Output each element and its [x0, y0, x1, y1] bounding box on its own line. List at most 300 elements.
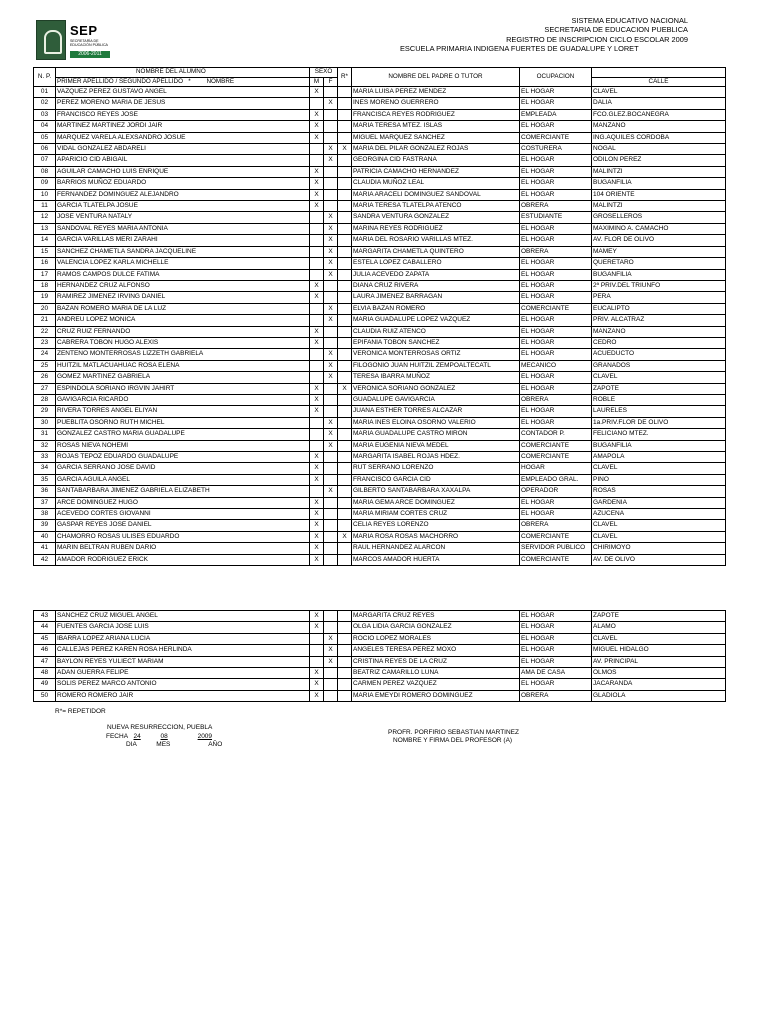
- cell-repetidor: [338, 121, 352, 132]
- cell-sex-f: [324, 201, 338, 212]
- cell-occupation: EL HOGAR: [520, 337, 592, 348]
- cell-np: 01: [34, 87, 56, 98]
- asterisk-label: *: [188, 77, 191, 85]
- table-row: [34, 292, 726, 303]
- cell-occupation: EL HOGAR: [520, 372, 592, 383]
- cell-address: JACARANDA: [592, 679, 726, 690]
- cell-repetidor: [338, 315, 352, 326]
- cell-sex-f: X: [324, 360, 338, 371]
- cell-address: BUGANFILIA: [592, 178, 726, 189]
- cell-sex-f: [324, 622, 338, 633]
- cell-np: 40: [34, 531, 56, 542]
- cell-np: 12: [34, 212, 56, 223]
- cell-sex-m: [310, 223, 324, 234]
- logo-subtitle: SECRETARÍA DE EDUCACIÓN PÚBLICA: [70, 39, 108, 48]
- cell-parent: CLAUDIA RUIZ ATENCO: [352, 326, 520, 337]
- cell-address: CLAVEL: [592, 531, 726, 542]
- cell-occupation: OBRERA: [520, 690, 592, 701]
- cell-address: ACUEDUCTO: [592, 349, 726, 360]
- cell-occupation: EL HOGAR: [520, 292, 592, 303]
- cell-sex-f: [324, 383, 338, 394]
- cell-sex-f: X: [324, 429, 338, 440]
- cell-student: ADAN GUERRA FELIPE: [56, 668, 310, 679]
- cell-sex-m: X: [310, 383, 324, 394]
- cell-address: ODILON PEREZ: [592, 155, 726, 166]
- cell-sex-m: X: [310, 394, 324, 405]
- cell-address: CLAVEL: [592, 520, 726, 531]
- cell-student: GARCIA AGUILA ANGEL: [56, 474, 310, 485]
- cell-repetidor: [338, 554, 352, 565]
- cell-student: PUEBLITA OSORNO RUTH MICHEL: [56, 417, 310, 428]
- cell-address: NOGAL: [592, 144, 726, 155]
- cell-address: FCO.GLEZ.BOCANEGRA: [592, 109, 726, 120]
- cell-occupation: HOGAR: [520, 463, 592, 474]
- logo-years: 2006-2011: [70, 51, 110, 58]
- table-row: [34, 132, 726, 143]
- cell-occupation: EL HOGAR: [520, 633, 592, 644]
- cell-np: 29: [34, 406, 56, 417]
- col-header-sexo: SEXO: [310, 68, 338, 78]
- cell-repetidor: [338, 303, 352, 314]
- cell-occupation: EL HOGAR: [520, 121, 592, 132]
- cell-address: EUCALIPTO: [592, 303, 726, 314]
- cell-student: GOMEZ MARTINEZ GABRIELA: [56, 372, 310, 383]
- cell-address: AV. DE OLIVO: [592, 554, 726, 565]
- cell-np: 28: [34, 394, 56, 405]
- cell-sex-m: X: [310, 509, 324, 520]
- table-row: [34, 611, 726, 622]
- cell-np: 49: [34, 679, 56, 690]
- cell-parent: MARGARITA CHAMETLA QUINTERO: [352, 246, 520, 257]
- cell-address: MAXIMINO A. CAMACHO: [592, 223, 726, 234]
- cell-sex-m: X: [310, 132, 324, 143]
- cell-repetidor: [338, 258, 352, 269]
- cell-sex-m: X: [310, 292, 324, 303]
- table-row: [34, 269, 726, 280]
- day-caption: DIA: [126, 741, 137, 748]
- cell-parent: MARGARITA CRUZ REYES: [352, 611, 520, 622]
- cell-np: 35: [34, 474, 56, 485]
- table-row: [34, 372, 726, 383]
- second-surname-label: SEGUNDO APELLIDO: [118, 77, 183, 85]
- cell-sex-f: X: [324, 258, 338, 269]
- cell-address: MAMEY: [592, 246, 726, 257]
- table-row: [34, 258, 726, 269]
- teacher-name: PROFR. PORFIRIO SEBASTIAN MARTINEZ: [388, 729, 519, 736]
- cell-sex-m: [310, 633, 324, 644]
- table-row: [34, 201, 726, 212]
- cell-student: BAZAN ROMERO MARIA DE LA LUZ: [56, 303, 310, 314]
- cell-np: 05: [34, 132, 56, 143]
- cell-parent: MARIA ARACELI DOMINGUEZ SANDOVAL: [352, 189, 520, 200]
- table-row: [34, 166, 726, 177]
- header-line: REGISTRO DE INSCRIPCION CICLO ESCOLAR 2009: [506, 34, 688, 44]
- cell-student: HERNANDEZ CRUZ ALFONSO: [56, 280, 310, 291]
- header-line: SECRETARIA DE EDUCACION PUEBLICA: [544, 25, 688, 35]
- cell-repetidor: [338, 155, 352, 166]
- cell-address: GROSELLEROS: [592, 212, 726, 223]
- cell-student: CHAMORRO ROSAS ULISES EDUARDO: [56, 531, 310, 542]
- cell-address: PINO: [592, 474, 726, 485]
- cell-sex-f: [324, 543, 338, 554]
- cell-sex-m: X: [310, 189, 324, 200]
- cell-sex-f: [324, 452, 338, 463]
- cell-parent: VERONICA SORIANO GONZALEZ: [352, 383, 520, 394]
- cell-address: DALIA: [592, 98, 726, 109]
- cell-student: BAYLON REYES YULIECT MARIAM: [56, 656, 310, 667]
- col-header-parent: NOMBRE DEL PADRE O TUTOR: [352, 68, 520, 87]
- cell-sex-m: [310, 349, 324, 360]
- cell-sex-f: [324, 406, 338, 417]
- cell-occupation: EL HOGAR: [520, 315, 592, 326]
- cell-address: CLAVEL: [592, 633, 726, 644]
- cell-sex-f: X: [324, 155, 338, 166]
- header-line: SISTEMA EDUCATIVO NACIONAL: [571, 16, 688, 25]
- cell-occupation: ESTUDIANTE: [520, 212, 592, 223]
- cell-np: 48: [34, 668, 56, 679]
- col-header-occupation: OCUPACION: [520, 68, 592, 87]
- cell-parent: OLGA LIDIA GARCIA GONZALEZ: [352, 622, 520, 633]
- cell-sex-f: [324, 611, 338, 622]
- cell-repetidor: [338, 656, 352, 667]
- table-row: [34, 656, 726, 667]
- cell-np: 23: [34, 337, 56, 348]
- cell-np: 11: [34, 201, 56, 212]
- cell-student: MARIN BELTRAN RUBEN DARIO: [56, 543, 310, 554]
- table-row: [34, 520, 726, 531]
- cell-student: ROSAS NIEVA NOHEMI: [56, 440, 310, 451]
- cell-sex-m: X: [310, 280, 324, 291]
- cell-sex-f: X: [324, 656, 338, 667]
- cell-sex-f: X: [324, 372, 338, 383]
- student-header-label: NOMBRE DEL ALUMNO: [136, 68, 206, 75]
- cell-address: CLAVEL: [592, 87, 726, 98]
- table-row: [34, 109, 726, 120]
- national-seal-icon: [36, 20, 66, 60]
- cell-sex-m: X: [310, 520, 324, 531]
- cell-sex-m: [310, 360, 324, 371]
- cell-sex-m: X: [310, 463, 324, 474]
- cell-sex-f: [324, 280, 338, 291]
- table-body: [34, 611, 726, 702]
- cell-repetidor: [338, 474, 352, 485]
- cell-parent: CARMEN PEREZ VAZQUEZ: [352, 679, 520, 690]
- cell-occupation: SERVIDOR PUBLICO: [520, 543, 592, 554]
- cell-sex-f: [324, 326, 338, 337]
- cell-sex-m: X: [310, 531, 324, 542]
- cell-address: AV. FLOR DE OLIVO: [592, 235, 726, 246]
- cell-parent: SANDRA VENTURA GONZALEZ: [352, 212, 520, 223]
- col-header-m: M: [310, 77, 324, 87]
- cell-address: CLAVEL: [592, 372, 726, 383]
- cell-repetidor: [338, 189, 352, 200]
- cell-student: FRANCISCO REYES JOSE: [56, 109, 310, 120]
- date-year: 2009: [197, 733, 213, 740]
- cell-repetidor: [338, 452, 352, 463]
- cell-parent: MARCOS AMADOR HUERTA: [352, 554, 520, 565]
- cell-sex-m: [310, 417, 324, 428]
- cell-repetidor: [338, 337, 352, 348]
- cell-repetidor: X: [338, 383, 352, 394]
- table-row: [34, 417, 726, 428]
- cell-parent: LAURA JIMENEZ BARRAGAN: [352, 292, 520, 303]
- table-row: [34, 440, 726, 451]
- cell-occupation: EL HOGAR: [520, 406, 592, 417]
- cell-occupation: EL HOGAR: [520, 178, 592, 189]
- cell-sex-f: [324, 189, 338, 200]
- cell-address: PRIV. ALCATRAZ: [592, 315, 726, 326]
- cell-occupation: EL HOGAR: [520, 383, 592, 394]
- cell-np: 38: [34, 509, 56, 520]
- cell-repetidor: [338, 668, 352, 679]
- given-name-label: NOMBRE: [206, 77, 235, 85]
- cell-np: 45: [34, 633, 56, 644]
- cell-sex-f: [324, 497, 338, 508]
- table-row: [34, 98, 726, 109]
- cell-parent: CRISTINA REYES DE LA CRUZ: [352, 656, 520, 667]
- cell-repetidor: [338, 212, 352, 223]
- cell-parent: RUT SERRANO LORENZO: [352, 463, 520, 474]
- table-row: [34, 622, 726, 633]
- col-header-repetidor: R*: [338, 68, 352, 87]
- cell-student: GAVIGARCIA RICARDO: [56, 394, 310, 405]
- cell-sex-f: X: [324, 440, 338, 451]
- cell-np: 50: [34, 690, 56, 701]
- table-row: [34, 497, 726, 508]
- header-row: [34, 68, 726, 78]
- date-line: [106, 733, 212, 741]
- cell-student: ROJAS TEPOZ EDUARDO GUADALUPE: [56, 452, 310, 463]
- cell-repetidor: [338, 543, 352, 554]
- cell-np: 21: [34, 315, 56, 326]
- cell-repetidor: [338, 269, 352, 280]
- cell-occupation: EL HOGAR: [520, 223, 592, 234]
- cell-address: ALAMO: [592, 622, 726, 633]
- cell-address: CHIRIMOYO: [592, 543, 726, 554]
- cell-parent: ROCIO LOPEZ MORALES: [352, 633, 520, 644]
- cell-sex-m: X: [310, 474, 324, 485]
- table-row: [34, 645, 726, 656]
- cell-np: 10: [34, 189, 56, 200]
- cell-parent: FRANCISCA REYES RODRIGUEZ: [352, 109, 520, 120]
- cell-parent: MARIA INES ELOINA OSORNO VALERIO: [352, 417, 520, 428]
- cell-student: FERNANDEZ DOMINGUEZ ALEJANDRO: [56, 189, 310, 200]
- cell-student: VALENCIA LOPEZ KARLA MICHELLE: [56, 258, 310, 269]
- cell-sex-m: [310, 269, 324, 280]
- cell-np: 08: [34, 166, 56, 177]
- table-row: [34, 452, 726, 463]
- cell-parent: MARIA TERESA MTEZ. ISLAS: [352, 121, 520, 132]
- cell-sex-m: X: [310, 166, 324, 177]
- cell-parent: MARIA GEMA ARCE DOMINGUEZ: [352, 497, 520, 508]
- cell-occupation: EL HOGAR: [520, 656, 592, 667]
- cell-sex-f: [324, 337, 338, 348]
- cell-sex-f: X: [324, 417, 338, 428]
- cell-occupation: EL HOGAR: [520, 611, 592, 622]
- cell-occupation: EL HOGAR: [520, 622, 592, 633]
- month-caption: MES: [156, 741, 171, 748]
- cell-np: 14: [34, 235, 56, 246]
- cell-np: 18: [34, 280, 56, 291]
- cell-address: AZUCENA: [592, 509, 726, 520]
- cell-sex-f: X: [324, 486, 338, 497]
- table-row: [34, 360, 726, 371]
- cell-sex-m: [310, 486, 324, 497]
- cell-sex-m: X: [310, 679, 324, 690]
- cell-parent: EPIFANIA TOBON SANCHEZ: [352, 337, 520, 348]
- cell-occupation: AMA DE CASA: [520, 668, 592, 679]
- cell-np: 33: [34, 452, 56, 463]
- cell-student: MARTINEZ MARTINEZ JORDI JAIR: [56, 121, 310, 132]
- cell-occupation: EL HOGAR: [520, 235, 592, 246]
- cell-occupation: COMERCIANTE: [520, 452, 592, 463]
- cell-sex-m: X: [310, 622, 324, 633]
- cell-np: 07: [34, 155, 56, 166]
- cell-address: CLAVEL: [592, 463, 726, 474]
- cell-repetidor: [338, 429, 352, 440]
- cell-occupation: EMPLEADO GRAL.: [520, 474, 592, 485]
- cell-occupation: EL HOGAR: [520, 509, 592, 520]
- cell-sex-m: [310, 440, 324, 451]
- cell-repetidor: [338, 463, 352, 474]
- cell-occupation: COMERCIANTE: [520, 132, 592, 143]
- cell-np: 15: [34, 246, 56, 257]
- cell-student: RAMIREZ JIMENEZ IRVING DANIEL: [56, 292, 310, 303]
- cell-parent: MARIA EMEYDI ROMERO DOMINGUEZ: [352, 690, 520, 701]
- cell-occupation: OBRERA: [520, 394, 592, 405]
- cell-parent: BEATRIZ CAMARILLO LUNA: [352, 668, 520, 679]
- table-row: [34, 189, 726, 200]
- cell-parent: CLAUDIA MUÑOZ LEAL: [352, 178, 520, 189]
- table-row: [34, 280, 726, 291]
- cell-parent: MARGARITA ISABEL ROJAS HDEZ.: [352, 452, 520, 463]
- cell-sex-m: [310, 246, 324, 257]
- cell-np: 03: [34, 109, 56, 120]
- cell-occupation: OBRERA: [520, 201, 592, 212]
- cell-repetidor: [338, 326, 352, 337]
- cell-parent: JULIA ACEVEDO ZAPATA: [352, 269, 520, 280]
- cell-occupation: OPERADOR: [520, 486, 592, 497]
- cell-np: 47: [34, 656, 56, 667]
- table-row: [34, 223, 726, 234]
- cell-sex-f: [324, 87, 338, 98]
- table-row: [34, 690, 726, 701]
- enrollment-table: [33, 67, 726, 566]
- cell-address: ING.AQUILES CORDOBA: [592, 132, 726, 143]
- col-header-np: N. P.: [34, 68, 56, 87]
- cell-sex-m: [310, 303, 324, 314]
- cell-repetidor: [338, 223, 352, 234]
- cell-repetidor: [338, 486, 352, 497]
- cell-occupation: EL HOGAR: [520, 280, 592, 291]
- cell-parent: MARIA ROSA ROSAS MACHORRO: [352, 531, 520, 542]
- sep-logo: [36, 20, 116, 60]
- cell-occupation: COMERCIANTE: [520, 531, 592, 542]
- cell-occupation: OBRERA: [520, 246, 592, 257]
- cell-address: MANZANO: [592, 326, 726, 337]
- table-row: [34, 337, 726, 348]
- cell-address: 104 ORIENTE: [592, 189, 726, 200]
- cell-np: 31: [34, 429, 56, 440]
- cell-sex-m: X: [310, 406, 324, 417]
- cell-student: SANCHEZ CRUZ MIGUEL ANGEL: [56, 611, 310, 622]
- cell-sex-f: [324, 531, 338, 542]
- cell-np: 04: [34, 121, 56, 132]
- table-row: [34, 463, 726, 474]
- cell-sex-m: [310, 155, 324, 166]
- cell-student: GARCIA VARILLAS MERI ZARAHI: [56, 235, 310, 246]
- cell-address: MIGUEL HIDALGO: [592, 645, 726, 656]
- cell-student: GASPAR REYES JOSE DANIEL: [56, 520, 310, 531]
- cell-occupation: COMERCIANTE: [520, 303, 592, 314]
- cell-np: 39: [34, 520, 56, 531]
- cell-sex-f: [324, 132, 338, 143]
- logo-brand: SEP: [70, 23, 98, 38]
- cell-repetidor: [338, 201, 352, 212]
- cell-sex-f: [324, 463, 338, 474]
- cell-address: FELICIANO MTEZ.: [592, 429, 726, 440]
- cell-sex-f: [324, 109, 338, 120]
- cell-student: ANDREU LOPEZ MONICA: [56, 315, 310, 326]
- cell-sex-f: X: [324, 235, 338, 246]
- cell-sex-m: X: [310, 452, 324, 463]
- cell-occupation: EL HOGAR: [520, 349, 592, 360]
- cell-address: ROSAS: [592, 486, 726, 497]
- table-row: [34, 87, 726, 98]
- cell-np: 20: [34, 303, 56, 314]
- cell-np: 26: [34, 372, 56, 383]
- cell-repetidor: [338, 417, 352, 428]
- cell-student: CRUZ RUIZ FERNANDO: [56, 326, 310, 337]
- cell-student: CABRERA TOBON HUGO ALEXIS: [56, 337, 310, 348]
- cell-sex-m: X: [310, 109, 324, 120]
- cell-sex-f: X: [324, 633, 338, 644]
- col-subheader-names: PRIMER APELLIDO / SEGUNDO APELLIDO * NOMBRE: [56, 77, 310, 87]
- cell-address: GLADIOLA: [592, 690, 726, 701]
- table-row: [34, 212, 726, 223]
- repeater-note: R*= REPETIDOR: [55, 708, 106, 715]
- cell-student: MARQUEZ VARELA ALEXSANDRO JOSUE: [56, 132, 310, 143]
- cell-repetidor: [338, 497, 352, 508]
- cell-address: AV. PRINCIPAL: [592, 656, 726, 667]
- cell-address: BUGANFILIA: [592, 440, 726, 451]
- cell-address: ROBLE: [592, 394, 726, 405]
- cell-repetidor: [338, 292, 352, 303]
- cell-np: 32: [34, 440, 56, 451]
- cell-student: ZENTENO MONTERROSAS LIZZETH GABRIELA: [56, 349, 310, 360]
- cell-occupation: EL HOGAR: [520, 645, 592, 656]
- cell-np: 16: [34, 258, 56, 269]
- table-row: [34, 486, 726, 497]
- cell-repetidor: [338, 394, 352, 405]
- cell-sex-f: [324, 520, 338, 531]
- enrollment-table-continued: [33, 610, 726, 702]
- cell-sex-m: [310, 429, 324, 440]
- cell-occupation: COMERCIANTE: [520, 440, 592, 451]
- table-row: [34, 315, 726, 326]
- cell-student: RIVERA TORRES ANGEL ELIYAN: [56, 406, 310, 417]
- cell-student: GONZALEZ CASTRO MARIA GUADALUPE: [56, 429, 310, 440]
- first-surname-label: PRIMER APELLIDO: [57, 77, 114, 85]
- table-body: [34, 87, 726, 566]
- year-caption: AÑO: [208, 741, 223, 748]
- cell-parent: DIANA CRUZ RIVERA: [352, 280, 520, 291]
- cell-sex-f: [324, 178, 338, 189]
- cell-occupation: EL HOGAR: [520, 258, 592, 269]
- cell-sex-f: X: [324, 315, 338, 326]
- cell-repetidor: [338, 246, 352, 257]
- document-header: [400, 16, 688, 53]
